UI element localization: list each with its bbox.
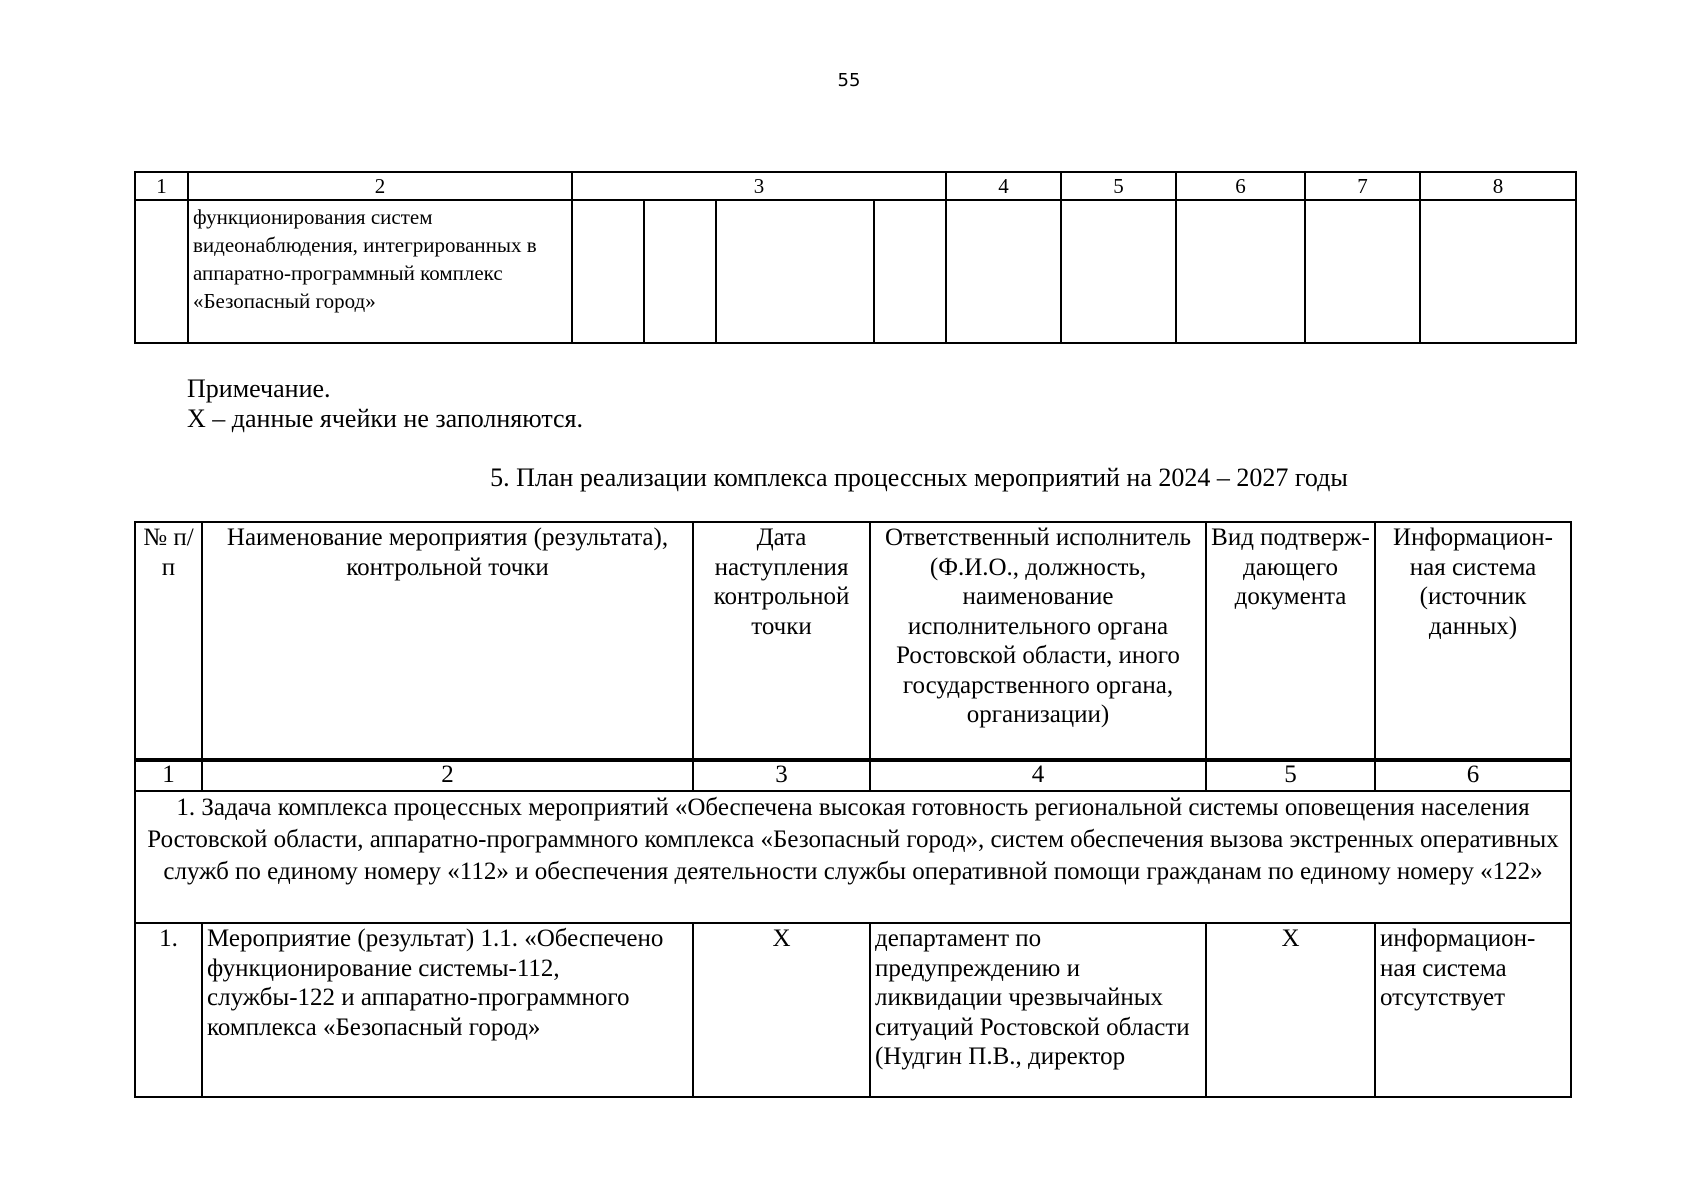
column-number-cell: 7: [1305, 172, 1420, 200]
plan-header-row: [135, 522, 1571, 760]
header-name: Наименование мероприятия (результата), контрольной точки: [202, 522, 693, 760]
row-doc-type: Х: [1206, 923, 1375, 1097]
table-row: [135, 923, 1571, 1097]
column-number-cell: 8: [1420, 172, 1576, 200]
column-number-cell: 4: [946, 172, 1061, 200]
row-date: Х: [693, 923, 870, 1097]
note: [187, 374, 583, 434]
plan-column-numbers-row: [135, 760, 1571, 791]
empty-cell: [1061, 200, 1176, 343]
header-responsible: Ответственный исполнитель (Ф.И.О., должность, наименование исполнительного органа Ростовской области, иного государственного органа, организации): [870, 522, 1206, 760]
empty-cell: [716, 200, 874, 343]
header-info-system: Информацион-ная система (источник данных): [1375, 522, 1571, 760]
empty-cell: [946, 200, 1061, 343]
page-number: 55: [837, 70, 861, 91]
empty-cell: [874, 200, 946, 343]
header-date: Дата наступления контрольной точки: [693, 522, 870, 760]
empty-cell: [135, 200, 188, 343]
header-number: № п/п: [135, 522, 202, 760]
row-number: 1.: [135, 923, 202, 1097]
plan-table: [134, 521, 1572, 1098]
column-number-cell: 6: [1176, 172, 1305, 200]
row-info-system: информацион-ная система отсутствует: [1375, 923, 1571, 1097]
column-number-cell: 1: [135, 172, 188, 200]
column-number-cell: 1: [135, 760, 202, 791]
task-cell: 1. Задача комплекса процессных мероприятий «Обеспечена высокая готовность региональной системы оповещения населения Ростовской области, аппаратно-программного комплекса «Безопасный город», систем обеспечения вызова экстренных оперативных служб по единому номеру «112» и обеспечения деятельности службы оперативной помощи гражданам по единому номеру «122»: [135, 791, 1571, 923]
note-title: Примечание.: [187, 374, 331, 403]
header-doc-type: Вид подтверж-дающего документа: [1206, 522, 1375, 760]
column-number-cell: 5: [1061, 172, 1176, 200]
column-number-cell: 3: [693, 760, 870, 791]
continuation-row: [135, 200, 1576, 343]
column-number-cell: 5: [1206, 760, 1375, 791]
empty-cell: [1420, 200, 1576, 343]
note-text: Х – данные ячейки не заполняются.: [187, 404, 584, 433]
column-number-cell: 2: [202, 760, 693, 791]
continuation-table: [134, 171, 1577, 344]
task-row: [135, 791, 1571, 923]
column-number-cell: 4: [870, 760, 1206, 791]
row-responsible: департамент по предупреждению и ликвидации чрезвычайных ситуаций Ростовской области (Нудгин П.В., директор: [870, 923, 1206, 1097]
row-name: Мероприятие (результат) 1.1. «Обеспечено функционирование системы-112, службы-122 и аппаратно-программного комплекса «Безопасный город»: [202, 923, 693, 1097]
empty-cell: [1176, 200, 1305, 343]
continuation-text-cell: функционирования систем видеонаблюдения, интегрированных в аппаратно-программный комплекс «Безопасный город»: [188, 200, 572, 343]
section-title: 5. План реализации комплекса процессных мероприятий на 2024 – 2027 годы: [490, 463, 1348, 492]
column-number-cell: 6: [1375, 760, 1571, 791]
empty-cell: [572, 200, 644, 343]
column-number-cell: 2: [188, 172, 572, 200]
column-number-cell: 3: [572, 172, 946, 200]
continuation-header-row: [135, 172, 1576, 200]
empty-cell: [1305, 200, 1420, 343]
empty-cell: [644, 200, 716, 343]
